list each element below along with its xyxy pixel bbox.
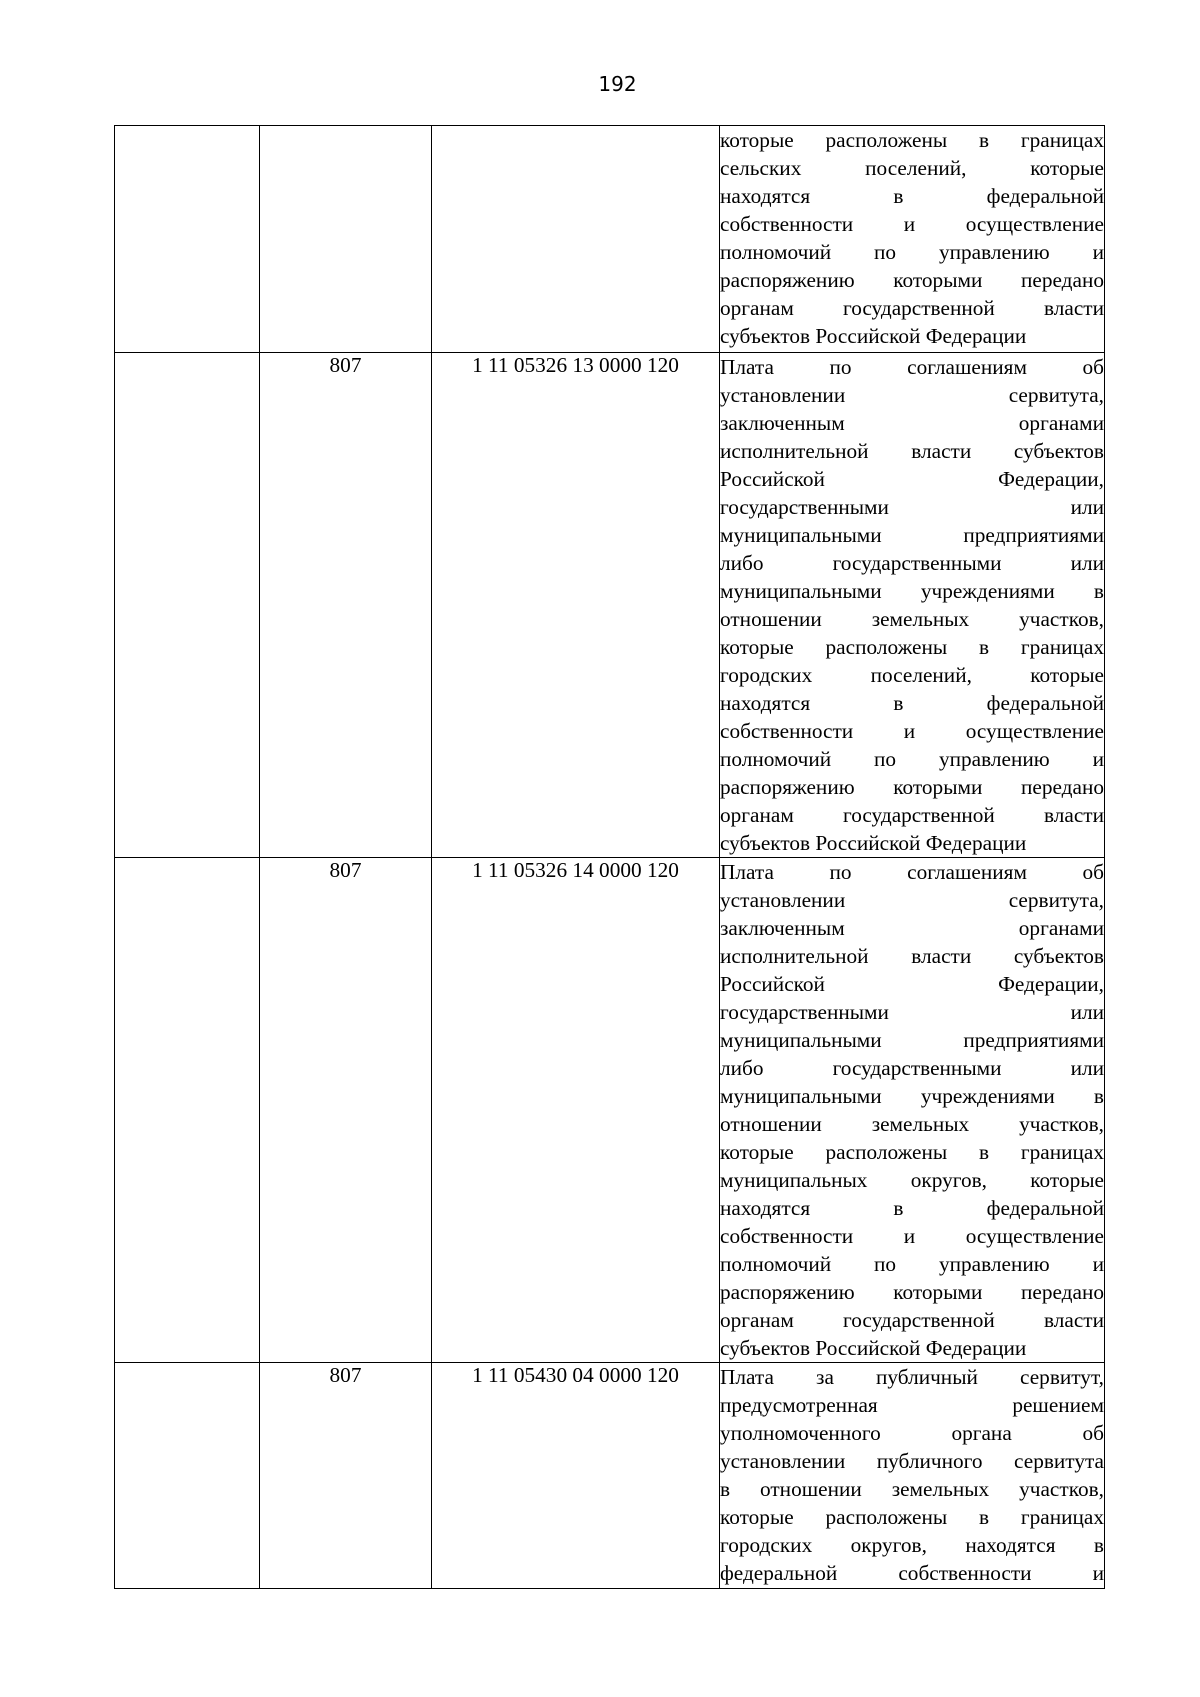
cell-kbk-code (432, 126, 720, 353)
cell-admin-code: 807 (260, 353, 432, 858)
description-line: которые расположены в границах (720, 1140, 1104, 1164)
description-line: муниципальными учреждениями в (720, 579, 1104, 603)
description-line: либо государственными или (720, 1056, 1104, 1080)
description-line: государственными или (720, 1000, 1104, 1024)
table-row (115, 858, 1105, 1363)
description-line: органам государственной власти (720, 1308, 1104, 1332)
description-line: установлении публичного сервитута (720, 1449, 1104, 1473)
cell-description (720, 353, 1105, 858)
description-line: в отношении земельных участков, (720, 1477, 1104, 1501)
cell-kbk-code: 1 11 05326 14 0000 120 (432, 858, 720, 1363)
description-line: Плата по соглашениям об (720, 355, 1104, 379)
description-line: муниципальными предприятиями (720, 1028, 1104, 1052)
cell-description (720, 126, 1105, 353)
description-line: Российской Федерации, (720, 972, 1104, 996)
cell-description (720, 1363, 1105, 1589)
description-line: полномочий по управлению и (720, 1252, 1104, 1276)
table-row (115, 1363, 1105, 1589)
description-line: находятся в федеральной (720, 184, 1104, 208)
page-number: 192 (598, 72, 637, 96)
description-line: находятся в федеральной (720, 691, 1104, 715)
description-line: отношении земельных участков, (720, 1112, 1104, 1136)
cell-kbk-code: 1 11 05326 13 0000 120 (432, 353, 720, 858)
description-line: Плата по соглашениям об (720, 860, 1104, 884)
description-line: отношении земельных участков, (720, 607, 1104, 631)
description-line: установлении сервитута, (720, 383, 1104, 407)
description-line: городских поселений, которые (720, 663, 1104, 687)
description-line: муниципальных округов, которые (720, 1168, 1104, 1192)
description-line: федеральной собственности и (720, 1561, 1104, 1585)
description-line: распоряжению которыми передано (720, 268, 1104, 292)
description-line: собственности и осуществление (720, 1224, 1104, 1248)
description-line: полномочий по управлению и (720, 747, 1104, 771)
description-line: исполнительной власти субъектов (720, 944, 1104, 968)
description-line: субъектов Российской Федерации (720, 1336, 1027, 1360)
cell-kbk-code: 1 11 05430 04 0000 120 (432, 1363, 720, 1589)
description-line: исполнительной власти субъектов (720, 439, 1104, 463)
table-row (115, 353, 1105, 858)
description-line: сельских поселений, которые (720, 156, 1104, 180)
description-line: находятся в федеральной (720, 1196, 1104, 1220)
cell-admin-code (260, 126, 432, 353)
cell-blank (115, 126, 260, 353)
description-line: которые расположены в границах (720, 1505, 1104, 1529)
revenue-codes-table (114, 125, 1105, 1589)
cell-description (720, 858, 1105, 1363)
description-line: предусмотренная решением (720, 1393, 1104, 1417)
cell-admin-code: 807 (260, 858, 432, 1363)
description-line: которые расположены в границах (720, 635, 1104, 659)
description-line: полномочий по управлению и (720, 240, 1104, 264)
description-line: установлении сервитута, (720, 888, 1104, 912)
description-line: органам государственной власти (720, 803, 1104, 827)
cell-blank (115, 1363, 260, 1589)
description-line: собственности и осуществление (720, 719, 1104, 743)
cell-blank (115, 353, 260, 858)
description-line: которые расположены в границах (720, 128, 1104, 152)
description-line: распоряжению которыми передано (720, 775, 1104, 799)
description-line: субъектов Российской Федерации (720, 831, 1027, 855)
cell-admin-code: 807 (260, 1363, 432, 1589)
description-line: собственности и осуществление (720, 212, 1104, 236)
cell-blank (115, 858, 260, 1363)
description-line: уполномоченного органа об (720, 1421, 1104, 1445)
table-row (115, 126, 1105, 353)
description-line: заключенным органами (720, 916, 1104, 940)
description-line: муниципальными предприятиями (720, 523, 1104, 547)
description-line: заключенным органами (720, 411, 1104, 435)
description-line: городских округов, находятся в (720, 1533, 1104, 1557)
description-line: распоряжению которыми передано (720, 1280, 1104, 1304)
description-line: Российской Федерации, (720, 467, 1104, 491)
description-line: либо государственными или (720, 551, 1104, 575)
description-line: субъектов Российской Федерации (720, 324, 1027, 348)
description-line: органам государственной власти (720, 296, 1104, 320)
description-line: муниципальными учреждениями в (720, 1084, 1104, 1108)
description-line: Плата за публичный сервитут, (720, 1365, 1104, 1389)
description-line: государственными или (720, 495, 1104, 519)
